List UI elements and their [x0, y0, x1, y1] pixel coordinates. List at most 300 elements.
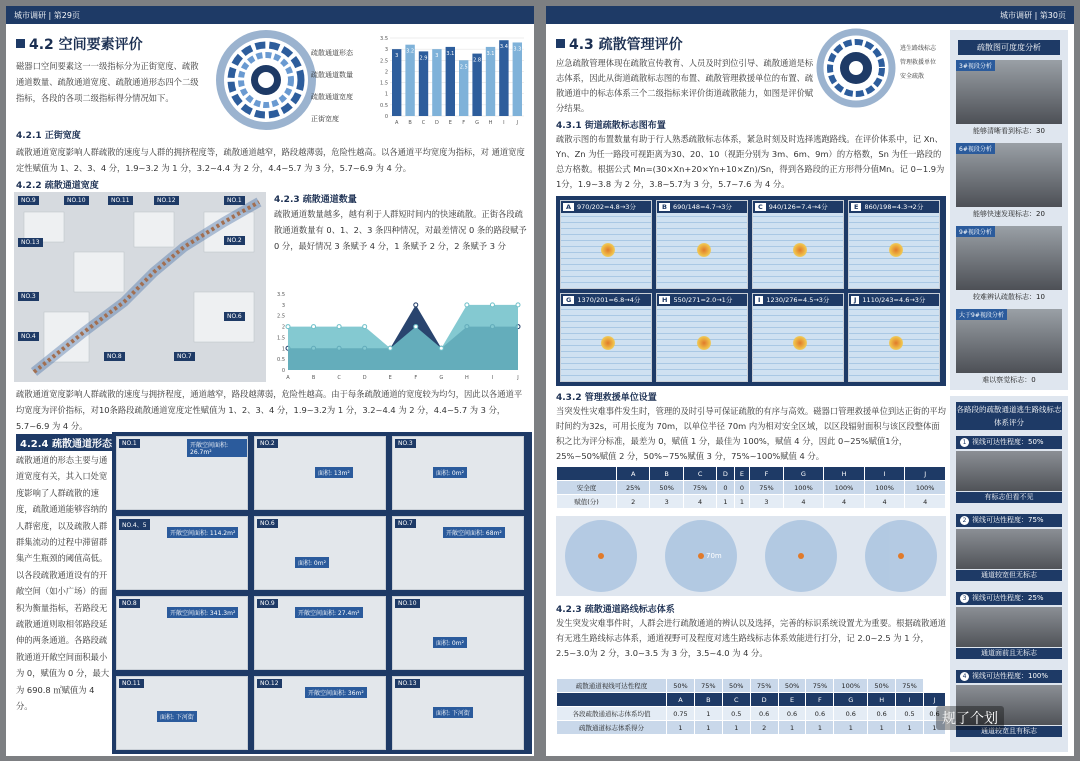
table-cell: 0: [717, 481, 734, 495]
table-row: [557, 467, 946, 481]
table-cell: G: [783, 467, 824, 481]
bar: [405, 45, 414, 116]
hotspot-icon: [793, 243, 807, 257]
bar-value-label: 3.1: [446, 50, 455, 57]
table-cell: J: [905, 467, 946, 481]
street-photo: [956, 226, 1062, 290]
left-page: [6, 6, 534, 756]
data-point: [490, 303, 494, 307]
table-cell: 0.6: [806, 707, 834, 721]
photo-caption: 通道较宽但无标志: [956, 570, 1062, 581]
table-cell: 75%: [683, 481, 716, 495]
tile-area: 面积: 0m²: [295, 557, 329, 568]
street-photo: [956, 529, 1062, 569]
bar-value-label: 2.8: [473, 57, 482, 64]
table-cell: 1: [722, 721, 750, 735]
x-tick-label: A: [394, 120, 399, 126]
x-tick-label: C: [337, 375, 341, 381]
grid-tile-score: 550/271=2.0→1分: [673, 296, 733, 304]
table-cell: 50%: [650, 481, 683, 495]
x-tick-label: B: [408, 120, 412, 126]
table-row: [557, 707, 946, 721]
intro-text: 应急疏散管理体现在疏散宣传教育、人员及时到位引导、疏散通道是标志体系，因此从街道疏散标志图的布置、疏散管理救援单位的布置、疏散通道中的标志体系三个二级指标来评价街道疏散能力，如图是评价赋分结果。: [556, 58, 814, 113]
grid-tile-score: 970/202=4.8→3分: [577, 203, 636, 211]
table-cell: 1: [806, 721, 834, 735]
table-cell: F: [750, 467, 783, 481]
x-tick-label: H: [488, 120, 493, 126]
grid-tile-letter: G: [563, 296, 574, 304]
tile-area: 开敞空间面积: 27.4m²: [295, 607, 363, 618]
grid-tile-score: 690/148=4.7→3分: [672, 203, 732, 211]
table-row: [557, 693, 946, 707]
tile: [392, 516, 524, 590]
series-area: [288, 305, 518, 370]
grid-tile-letter: E: [851, 203, 861, 211]
bar-value-label: 3.1: [486, 50, 495, 57]
table-cell: 赋值(分): [557, 495, 617, 509]
tile-label: NO.2: [257, 439, 278, 448]
table-cell: 1: [694, 707, 722, 721]
grid-tile-score: 860/198=4.3→2分: [864, 203, 924, 211]
grid-tile-score: 1230/276=4.5→3分: [766, 296, 830, 304]
table-cell: 各段疏散通道标志体系均值: [557, 707, 667, 721]
data-point: [312, 325, 316, 329]
intro-text: 磁器口空间要素这一一级指标分为正街宽度、疏散通道数量、疏散通道宽度、疏散通道形态四个二级指标，各段的各项二级指标得分情况如下。: [16, 61, 199, 103]
table-cell: 3: [750, 495, 783, 509]
tile-label: NO.12: [257, 679, 282, 688]
legend-item: 疏散通道宽度: [311, 93, 353, 101]
stripe-text: 视线可达性程度：75%: [972, 516, 1044, 524]
score-stripe: [956, 514, 1062, 527]
bar: [513, 42, 522, 116]
table-cell: B: [694, 693, 722, 707]
grid-tile-letter: J: [851, 296, 859, 304]
tile-label: NO.1: [119, 439, 140, 448]
tile: [392, 596, 524, 670]
square-icon: [16, 39, 25, 48]
table-cell: I: [896, 693, 924, 707]
stripe-text: 视线可达性程度：25%: [972, 594, 1044, 602]
grid-tile-header: [657, 201, 747, 213]
table-cell: 3: [650, 495, 683, 509]
legend-item: 逃生路线标志: [900, 45, 937, 52]
diagram-legend: [900, 42, 946, 84]
grid-tile-score: 1110/243=4.6→3分: [862, 296, 926, 304]
x-tick-label: J: [516, 120, 519, 126]
street-photo: [956, 451, 1062, 491]
subsection-title: 4.2.3 疏散通道路线标志体系: [556, 605, 675, 615]
bar: [432, 49, 441, 116]
brand-watermark: [936, 706, 1004, 730]
table-cell: A: [617, 467, 650, 481]
tiles-grid: [112, 432, 532, 754]
y-tick-label: 2.5: [380, 58, 388, 65]
radial-diagram: [816, 28, 896, 108]
table-cell: 0.6: [923, 707, 945, 721]
table-cell: 1: [778, 721, 806, 735]
grid-tiles: [556, 196, 946, 386]
map-label: NO.11: [108, 196, 133, 205]
y-tick-label: 0: [281, 368, 285, 374]
sidebar-scores: [950, 396, 1068, 752]
table-cell: B: [650, 467, 683, 481]
x-tick-label: J: [517, 375, 519, 381]
tile-area: 面积: 0m²: [433, 637, 467, 648]
street-photo: [956, 143, 1062, 207]
bar: [486, 47, 495, 116]
x-tick-label: F: [414, 375, 418, 381]
table-cell: 0.5: [896, 707, 924, 721]
grid-tile-header: [561, 294, 651, 306]
grid-tile-score: 940/126=7.4→4分: [768, 203, 828, 211]
table-row: [557, 679, 946, 693]
score-stripe: [956, 670, 1062, 683]
header-text: 城市调研 | 第30页: [1000, 10, 1066, 20]
x-tick-label: D: [362, 375, 367, 381]
table-cell: 100%: [864, 481, 905, 495]
bar-value-label: 3.2: [406, 48, 415, 55]
map-label: NO.10: [64, 196, 89, 205]
tile-area: 开敞空间面积: 36m²: [305, 687, 367, 698]
y-tick-label: 1.5: [380, 80, 388, 87]
street-photo: [956, 60, 1062, 124]
stripe-text: 视线可达性程度：100%: [972, 672, 1049, 680]
stripe-text: 视线可达性程度：50%: [972, 438, 1044, 446]
right-page: [546, 6, 1074, 756]
table-cell: 1: [667, 721, 695, 735]
table-cell: 1: [717, 495, 734, 509]
table-cell: 1: [734, 495, 750, 509]
table-cell: 50%: [778, 679, 806, 693]
x-tick-label: F: [462, 120, 466, 126]
bar-value-label: 3: [395, 53, 399, 60]
y-tick-label: 0: [384, 114, 388, 120]
photo-label: 6#视段分析: [956, 143, 995, 154]
tile: [116, 516, 248, 590]
tile: [254, 596, 386, 670]
safety-table: [556, 466, 946, 509]
map-label: NO.7: [174, 352, 195, 361]
hotspot-icon: [889, 243, 903, 257]
table-cell: 0.5: [722, 707, 750, 721]
table-cell: 1: [896, 721, 924, 735]
grid-tile: [656, 293, 748, 382]
table-cell: C: [683, 467, 716, 481]
sign-table: [556, 678, 946, 735]
subsection-title: 4.2.4 疏散通道形态: [16, 434, 116, 451]
tile-label: NO.4、5: [119, 519, 150, 530]
table-cell: 50%: [722, 679, 750, 693]
tile-area: 面积: 下河街: [157, 711, 197, 722]
subsection-title: 4.3.2 管理救援单位设置: [556, 393, 657, 403]
tile: [254, 516, 386, 590]
table-cell: 4: [683, 495, 716, 509]
tile-area: 开敞空间面积: 341.3m²: [167, 607, 238, 618]
table-cell: J: [923, 693, 945, 707]
tile-label: NO.3: [395, 439, 416, 448]
grid-tile: [848, 200, 940, 289]
tile-area: 面积: 13m²: [315, 467, 353, 478]
data-point: [465, 303, 469, 307]
data-point: [388, 346, 392, 350]
table-cell: D: [717, 467, 734, 481]
table-cell: 1: [923, 721, 945, 735]
table-cell: 2: [750, 721, 778, 735]
map-label: NO.9: [18, 196, 39, 205]
y-tick-label: 0.5: [380, 102, 388, 109]
tile-label: NO.13: [395, 679, 420, 688]
hotspot-icon: [793, 336, 807, 350]
grid-tile: [752, 200, 844, 289]
bar-value-label: 2.9: [419, 55, 428, 62]
y-tick-label: 1: [384, 91, 388, 98]
table-cell: [557, 693, 667, 707]
tile-label: NO.9: [257, 599, 278, 608]
table-cell: F: [806, 693, 834, 707]
subsection-title: 4.3.1 街道疏散标志图布置: [556, 121, 666, 131]
table-cell: 2: [617, 495, 650, 509]
legend-item: 疏散通道数量: [311, 71, 353, 79]
data-point: [516, 303, 520, 307]
grid-tile-header: [753, 294, 843, 306]
map-label: NO.3: [18, 292, 39, 301]
tile-area: 面积: 下河街: [433, 707, 473, 718]
bar: [446, 47, 455, 116]
y-tick-label: 1.5: [277, 335, 285, 342]
table-cell: 安全度: [557, 481, 617, 495]
photo-label: 3#视段分析: [956, 60, 995, 71]
square-icon: [556, 39, 565, 48]
table-cell: A: [667, 693, 695, 707]
sidebar-title: 疏散图可度度分析: [958, 40, 1060, 55]
grid-tile-letter: B: [659, 203, 670, 211]
paragraph: 疏散通道宽度影响人群疏散的速度与拥挤程度，通道越窄，路段越薄弱，危险性越高。由于每条疏散通道的宽度较为均匀，因此以各通道平均宽度为评价指标，对10条路段疏散通道宽度定性赋值为 1、2、3、4 分，1.9~3.2为 1 分，3.2~4.4 为 2 分，4.4~5.7 为 3 分，5.7~6.9 为 4 分。: [16, 389, 523, 431]
grid-tile-score: 1370/201=6.8→4分: [577, 296, 641, 304]
photo-caption: 通道面前且无标志: [956, 648, 1062, 659]
paragraph: 疏散通道数量越多，越有利于人群短时间内的快速疏散。正街各段疏散通道数量有 0、1、2、3 条四种情况，对最差情况 0 条的路段赋予 0 分，最好情况 3 条赋予 4 分，1 条赋予 2 分，2 条赋予 3 分: [274, 209, 527, 251]
data-point: [286, 325, 290, 329]
x-tick-label: G: [439, 375, 444, 381]
number-badge: 3: [960, 594, 969, 603]
tile: [392, 436, 524, 510]
photo-caption: 有标志但看不见: [956, 492, 1062, 503]
photo-caption: 难以察觉标志：0: [982, 376, 1036, 384]
hotspot-icon: [601, 243, 615, 257]
table-cell: I: [864, 467, 905, 481]
map-label: NO.8: [104, 352, 125, 361]
number-badge: 2: [960, 516, 969, 525]
table-cell: 4: [783, 495, 824, 509]
section-title-text: 4.2 空间要素评价: [29, 37, 143, 53]
grid-tile-letter: H: [659, 296, 670, 304]
tile-label: NO.8: [119, 599, 140, 608]
table-cell: 0.6: [778, 707, 806, 721]
grid-tile: [848, 293, 940, 382]
table-cell: 100%: [905, 481, 946, 495]
table-cell: 100%: [834, 679, 868, 693]
grid-tile-letter: C: [755, 203, 766, 211]
table-cell: 4: [864, 495, 905, 509]
x-tick-label: D: [434, 120, 439, 126]
number-badge: 1: [960, 438, 969, 447]
bar-value-label: 3: [435, 53, 439, 60]
x-tick-label: A: [286, 375, 290, 381]
grid-tile-header: [657, 294, 747, 306]
x-tick-label: H: [465, 375, 469, 381]
subsection-title: 4.2.1 正街宽度: [16, 131, 81, 141]
paragraph: 疏散通道宽度影响人群疏散的速度与人群的拥挤程度等，疏散通道越窄，路段越薄弱，危险性越高。以各通道平均宽度为指标，对 通道宽度定性赋值为 1、2、3、4 分，1.9~3.2 为 1 分，3.2~4.4 为 2 分，4.4~5.7 为 3 分，5.7~6.9 为 4 分。: [16, 147, 525, 173]
hotspot-icon: [697, 336, 711, 350]
y-tick-label: 3.5: [277, 292, 285, 298]
table-cell: 0: [734, 481, 750, 495]
table-cell: 4: [905, 495, 946, 509]
grid-tile-letter: A: [563, 203, 574, 211]
data-point: [337, 325, 341, 329]
tile-area: 开敞空间面积: 68m²: [443, 527, 505, 538]
bar-value-label: 3.3: [513, 46, 522, 53]
map-label: NO.2: [224, 236, 245, 245]
table-cell: 50%: [868, 679, 896, 693]
tile-label: NO.7: [395, 519, 416, 528]
table-cell: 疏散通道视线可达性程度: [557, 679, 667, 693]
grid-tile: [560, 293, 652, 382]
tile-label: NO.10: [395, 599, 420, 608]
tile-label: NO.11: [119, 679, 144, 688]
tile: [116, 436, 248, 510]
sidebar-analysis: [950, 30, 1068, 390]
line-chart: [268, 286, 526, 386]
table-cell: G: [834, 693, 868, 707]
street-photo: [956, 607, 1062, 647]
paragraph: 疏散通道的形态主要与通道宽度有关，其入口处宽度影响了人群疏散的速度，疏散通道能够容纳的人群密度，以及疏散人群群集流动的过程中滞留群集产生瓶颈的阈值高低。以各段疏散通道设有的开敞空间（如小广场）的面积为衡量指标，若路段无疏散通道则取相邻路段延伸的两条通道。各路段疏散通道开敞空间面积最小为 0，赋值为 0 分，最大为 690.8 ㎡赋值为 4 分。: [16, 455, 110, 712]
circle-maps: [556, 516, 946, 596]
x-tick-label: I: [491, 375, 494, 381]
grid-tile-header: [561, 201, 651, 213]
table-cell: 75%: [896, 679, 924, 693]
grid-tile: [656, 200, 748, 289]
map-streets: [14, 192, 266, 382]
table-cell: 75%: [694, 679, 722, 693]
grid-tile: [752, 293, 844, 382]
tile-area: 开敞空间面积: 26.7m²: [187, 439, 247, 457]
map-label: NO.4: [18, 332, 39, 341]
legend-item: 管理救援单位: [900, 59, 937, 66]
tile: [116, 596, 248, 670]
table-cell: [557, 467, 617, 481]
hotspot-icon: [697, 243, 711, 257]
map-label: NO.13: [18, 238, 43, 247]
table-cell: 4: [824, 495, 865, 509]
grid-tile-header: [849, 201, 939, 213]
y-tick-label: 3: [384, 47, 388, 54]
grid-tile-header: [753, 201, 843, 213]
street-map: [14, 192, 266, 382]
table-cell: H: [824, 467, 865, 481]
section-title: [16, 34, 143, 54]
map-label: NO.12: [154, 196, 179, 205]
table-cell: 0.75: [667, 707, 695, 721]
y-tick-label: 2.5: [277, 313, 285, 320]
tile: [254, 676, 386, 750]
table-cell: C: [722, 693, 750, 707]
circle-maps-svg: [556, 516, 946, 596]
photo-label: 大于9#视段分析: [956, 309, 1007, 320]
table-cell: 75%: [750, 481, 783, 495]
y-tick-label: 1: [281, 346, 285, 353]
table-cell: 100%: [783, 481, 824, 495]
section-title: [556, 34, 683, 54]
score-stripe: [956, 436, 1062, 449]
table-cell: 1: [868, 721, 896, 735]
legend-item: 安全疏散: [900, 73, 925, 80]
grid-tile: [560, 200, 652, 289]
diagram-legend: [311, 42, 353, 130]
table-cell: 0.6: [868, 707, 896, 721]
table-cell: 25%: [617, 481, 650, 495]
y-tick-label: 0.5: [277, 357, 285, 364]
street-photo: [956, 309, 1062, 373]
grid-tile-letter: I: [755, 296, 763, 304]
hotspot-icon: [601, 336, 615, 350]
grid-tile-header: [849, 294, 939, 306]
section-title-text: 4.3 疏散管理评价: [569, 37, 683, 53]
legend-item: 疏散通道形态: [311, 49, 353, 57]
score-stripe: [956, 592, 1062, 605]
tile: [116, 676, 248, 750]
tile-label: NO.6: [257, 519, 278, 528]
photo-caption: 能够快速发现标志：20: [973, 210, 1045, 218]
x-tick-label: C: [421, 120, 426, 126]
map-label: NO.6: [224, 312, 245, 321]
photo-caption: 通道较宽且有标志: [956, 726, 1062, 737]
table-cell: 疏散通道标志体系得分: [557, 721, 667, 735]
number-badge: 4: [960, 672, 969, 681]
radial-diagram: [216, 30, 316, 130]
page-header: [6, 6, 534, 24]
table-row: [557, 495, 946, 509]
tile-area: 开敞空间面积: 114.2m²: [167, 527, 238, 538]
y-tick-label: 2: [384, 69, 388, 76]
table-cell: 1: [694, 721, 722, 735]
bar: [392, 49, 401, 116]
page-header: [546, 6, 1074, 24]
x-tick-label: I: [503, 120, 505, 126]
photo-label: 9#视段分析: [956, 226, 995, 237]
table-cell: H: [868, 693, 896, 707]
paragraph: 发生突发灾难事件时，人群会进行疏散通道的辨认以及选择，完善的标识系统设置尤为重要。根据疏散通道有无逃生路线标志体系，通道视野可及程度对逃生路线标志体系效能进行打分，记 2.0~2.5 为 1 分，2.5~3.0为 2 分，3.0~3.5 为 3 分，3.5~4.0 为 4 分。: [556, 618, 946, 658]
table-cell: 75%: [806, 679, 834, 693]
table-cell: 1: [834, 721, 868, 735]
photo-caption: 能够清晰看到标志：30: [973, 127, 1045, 135]
radius-label: 70m: [706, 552, 722, 560]
bar: [499, 40, 508, 116]
tile: [254, 436, 386, 510]
tile-area: 面积: 0m²: [433, 467, 467, 478]
table-row: [557, 481, 946, 495]
data-point: [414, 303, 418, 307]
subsection-title: 4.2.2 疏散通道宽度: [16, 181, 99, 191]
x-tick-label: E: [388, 375, 392, 381]
x-tick-label: B: [311, 375, 316, 381]
x-tick-label: E: [448, 120, 452, 126]
data-point: [439, 346, 443, 350]
paragraph: 疏散示图的布置数量有助于行人熟悉疏散标志体系，紧急时刻及时选择逃跑路线。在评价体系中，记 Xn、Yn、Zn 为任一路段可视距离为30、20、10（视距分别为 3m、6m、9m）的方格数，Sn 为任一路段的总方格数。根据公式 Mn=(30×Xn+20×Yn+10×Zn)/Sn，得到各路段的正方形得分值Mn。记 0~1.9为1分，1.9~3.8 为 2 分，3.8~5.7为 3 分，5.7~7.6 为 4 分。: [556, 134, 945, 189]
sidebar-title: 各路段的疏散通道逃生路线标志体系评分: [956, 402, 1062, 430]
subsection-title: 4.2.3 疏散通道数量: [274, 195, 357, 205]
table-cell: 0.6: [834, 707, 868, 721]
data-point: [414, 325, 418, 329]
paragraph: 当突发性灾难事件发生时，管理的及时引导可保证疏散的有序与高效。磁器口管理救援单位到达正街的平均时间约为32s，可用长度为 70m，以单位半径 70m 内为相对安全区域，以区段辐射面积与该区段整体面积之比为评分标准，最差为 0，赋值 1 分，最佳为 100%，赋值 4 分，因此 0~25%赋值1分，25%~50%赋值 2 分，50%~75%赋值 3 分，75%~100%赋值 4 分。: [556, 406, 946, 461]
